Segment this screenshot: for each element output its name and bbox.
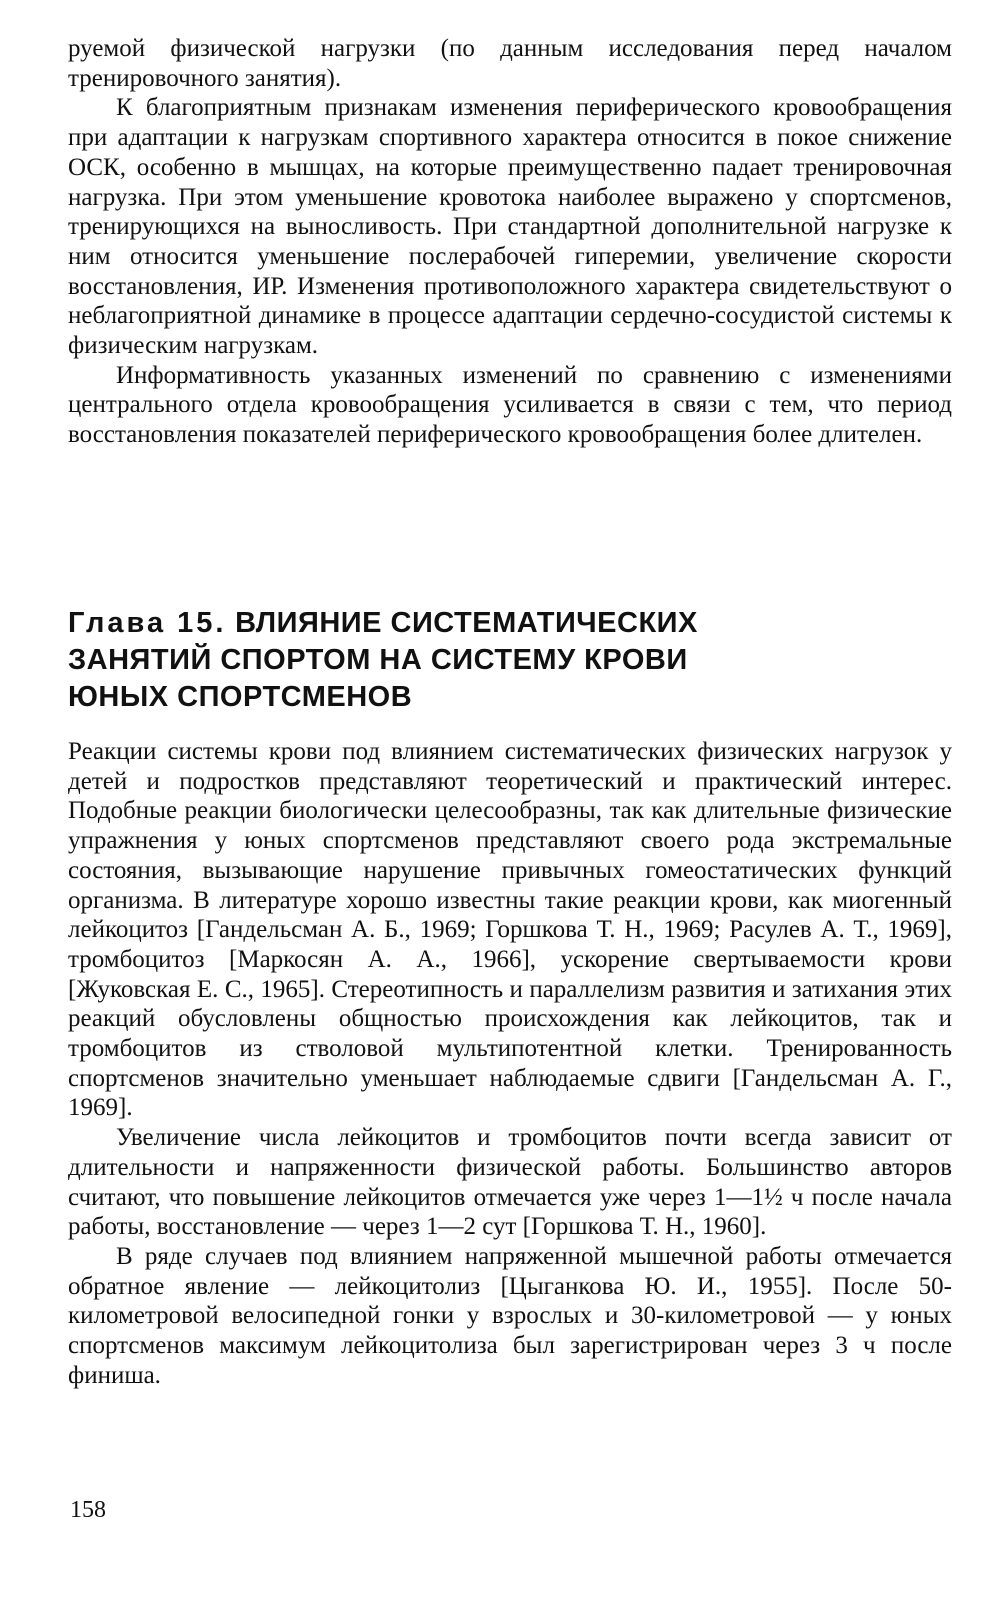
page-number: 158	[70, 1497, 106, 1523]
paragraph: Реакции системы крови под влиянием систематических физических нагрузок у детей и подростков представляют теоретический и практический интерес. Подобные реакции биологически целесообразны, так как длительные физические упражнения у юных спортсменов представляют своего рода экстремальные состояния, вызывающие нарушение привычных гомеостатических функций организма. В литературе хорошо известны такие реакции крови, как миогенный лейкоцитоз [Гандельсман А. Б., 1969; Горшкова Т. Н., 1969; Расулев А. Т., 1969], тромбоцитоз [Маркосян А. А., 1966], ускорение свертываемости крови [Жуковская Е. С., 1965]. Стереотипность и параллелизм развития и затихания этих реакций обусловлены общностью происхождения как лейкоцитов, так и тромбоцитов из стволовой мультипотентной клетки. Тренированность спортсменов значительно уменьшает наблюдаемые сдвиги [Гандельсман А. Г., 1969].	[68, 738, 952, 1122]
main-text-block	[68, 737, 952, 1390]
paragraph: Информативность указанных изменений по сравнению с изменениями центрального отдела кровообращения усиливается в связи с тем, что период восстановления показателей периферического кровообращения более длителен.	[68, 361, 952, 449]
chapter-title-line: ВЛИЯНИЕ СИСТЕМАТИЧЕСКИХ	[235, 607, 698, 639]
chapter-label: Глава 15.	[68, 607, 227, 639]
paragraph: К благоприятным признакам изменения периферического кровообращения при адаптации к нагрузкам спортивного характера относится в покое снижение ОСК, особенно в мышцах, на которые преимущественно падает тренировочная нагрузка. При этом уменьшение кровотока наиболее выражено у спортсменов, тренирующихся на выносливость. При стандартной дополнительной нагрузке к ним относится уменьшение послерабочей гиперемии, увеличение скорости восстановления, ИР. Изменения противоположного характера свидетельствуют о неблагоприятной динамике в процессе адаптации сердечно-сосудистой системы к физическим нагрузкам.	[68, 94, 952, 360]
chapter-heading-line	[68, 605, 952, 642]
chapter-title-line: ЮНЫХ СПОРТСМЕНОВ	[68, 681, 413, 713]
chapter-title-line: ЗАНЯТИЙ СПОРТОМ НА СИСТЕМУ КРОВИ	[68, 644, 688, 676]
chapter-heading	[68, 605, 952, 716]
paragraph: В ряде случаев под влиянием напряженной мышечной работы отмечается обратное явление — лейкоцитолиз [Цыганкова Ю. И., 1955]. После 50-километровой велосипедной гонки у взрослых и 30-километровой — у юных спортсменов максимум лейкоцитолиза был зарегистрирован через 3 ч после финиша.	[68, 1242, 952, 1389]
paragraph-continuation: руемой физической нагрузки (по данным исследования перед началом тренировочного занятия).	[68, 35, 952, 92]
top-text-block	[68, 34, 952, 450]
paragraph: Увеличение числа лейкоцитов и тромбоцитов почти всегда зависит от длительности и напряженности физической работы. Большинство авторов считают, что повышение лейкоцитов отмечается уже через 1—1½ ч после начала работы, восстановление — через 1—2 сут [Горшкова Т. Н., 1960].	[68, 1124, 952, 1241]
